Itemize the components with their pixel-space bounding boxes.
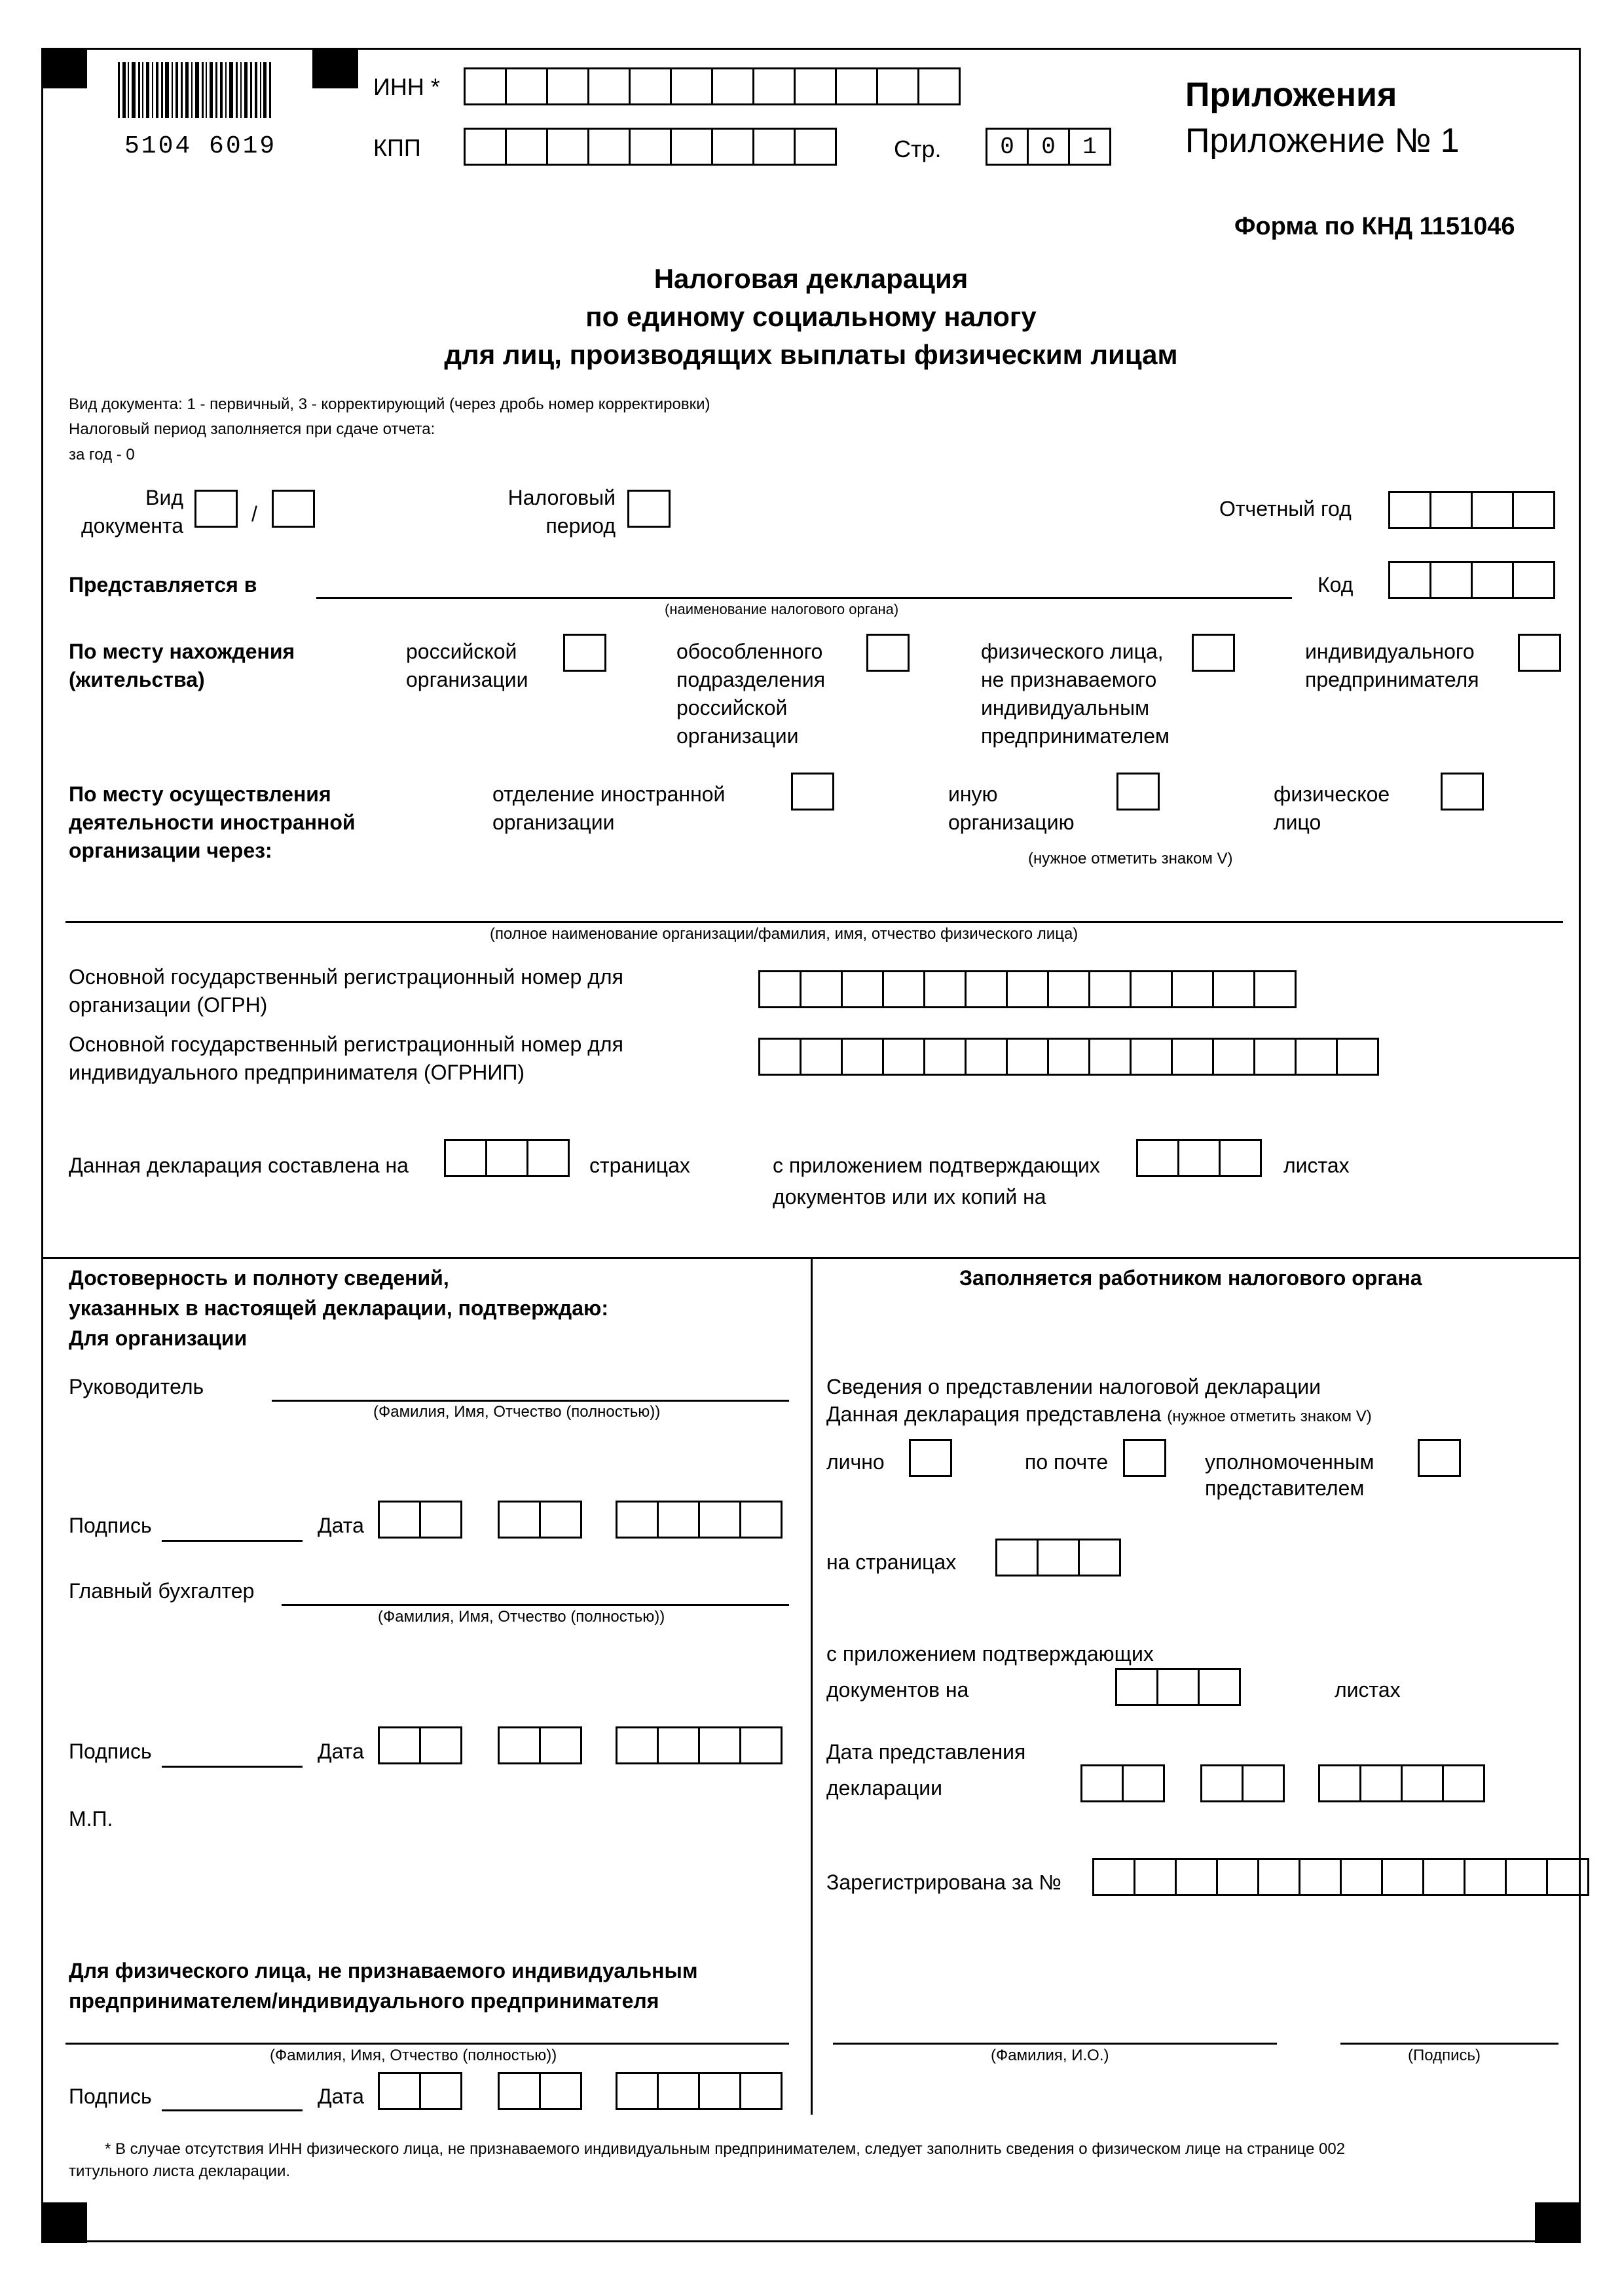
input-cell[interactable]: [1512, 561, 1555, 599]
kpp-label: КПП: [373, 134, 421, 161]
head-date-year[interactable]: [616, 1501, 781, 1539]
corner-mark-bottom-right: [1535, 2202, 1581, 2243]
accountant-date-month[interactable]: [498, 1726, 580, 1764]
input-cell[interactable]: [1340, 1858, 1383, 1896]
by-mail-label: по почте: [1025, 1450, 1109, 1474]
by-mail-checkbox[interactable]: [1123, 1439, 1166, 1477]
input-cell[interactable]: [587, 67, 631, 105]
stamp-place: М.П.: [69, 1807, 113, 1831]
person-date-label: Дата: [318, 2085, 364, 2108]
option-text: российской: [676, 696, 788, 720]
confirm-heading-line: Для организации: [69, 1326, 248, 1350]
location-option-russian-org: [406, 638, 528, 693]
input-cell[interactable]: [1156, 1668, 1200, 1706]
authorized-label-line: представителем: [1205, 1476, 1365, 1500]
page-digit: 1: [1068, 128, 1111, 166]
input-cell[interactable]: [539, 2072, 582, 2110]
input-cell[interactable]: [505, 67, 548, 105]
option-text: иную: [948, 782, 998, 806]
input-cell[interactable]: [841, 970, 884, 1008]
input-cell[interactable]: [505, 128, 548, 166]
option-text: индивидуальным: [981, 696, 1150, 720]
input-cell[interactable]: [1464, 1858, 1507, 1896]
input-cell[interactable]: [1037, 1539, 1080, 1576]
corner-mark-top-left: [41, 48, 87, 88]
head-date-day[interactable]: [378, 1501, 460, 1539]
head-label: Руководитель: [69, 1375, 204, 1398]
input-cell[interactable]: [752, 67, 796, 105]
registration-number-cells[interactable]: [1092, 1858, 1587, 1896]
input-cell[interactable]: [1471, 561, 1514, 599]
input-cell[interactable]: [498, 1726, 541, 1764]
doc-type-label-line: документа: [81, 514, 183, 538]
accountant-signature-line[interactable]: [162, 1766, 303, 1768]
footnote-line-2: титульного листа декларации.: [69, 2162, 291, 2180]
input-cell[interactable]: [378, 2072, 421, 2110]
input-cell[interactable]: [1212, 1038, 1255, 1076]
entrepreneur-checkbox[interactable]: [1518, 634, 1561, 672]
input-cell[interactable]: [1171, 1038, 1214, 1076]
input-cell[interactable]: [1006, 1038, 1049, 1076]
title-line-3: для лиц, производящих выплаты физическим лицам: [444, 339, 1178, 370]
head-fio-caption: (Фамилия, Имя, Отчество (полностью)): [373, 1403, 661, 1421]
option-text: организации: [492, 811, 615, 834]
individual-checkbox[interactable]: [1192, 634, 1235, 672]
option-text: отделение иностранной: [492, 782, 726, 806]
input-cell[interactable]: [1088, 970, 1132, 1008]
input-cell[interactable]: [841, 1038, 884, 1076]
input-cell[interactable]: [923, 1038, 967, 1076]
input-cell[interactable]: [711, 67, 754, 105]
accountant-date-year[interactable]: [616, 1726, 781, 1764]
input-cell[interactable]: [1381, 1858, 1424, 1896]
input-cell[interactable]: [1216, 1858, 1259, 1896]
input-cell[interactable]: [1130, 1038, 1173, 1076]
submission-date-day[interactable]: [1080, 1764, 1163, 1802]
option-text: лицо: [1274, 811, 1321, 834]
input-cell[interactable]: [1080, 1764, 1124, 1802]
accountant-fio-caption: (Фамилия, Имя, Отчество (полностью)): [378, 1608, 665, 1626]
input-cell[interactable]: [616, 1501, 659, 1539]
officer-signature-line[interactable]: [1340, 2043, 1558, 2045]
authorized-label: [1205, 1449, 1374, 1501]
officer-signature-caption: (Подпись): [1408, 2047, 1481, 2064]
confirm-heading-line: Достоверность и полноту сведений,: [69, 1266, 449, 1290]
accountant-name-line[interactable]: [282, 1604, 789, 1606]
input-cell[interactable]: [587, 128, 631, 166]
officer-fio-caption: (Фамилия, И.О.): [991, 2047, 1109, 2064]
accountant-date-day[interactable]: [378, 1726, 460, 1764]
input-cell[interactable]: [1336, 1038, 1379, 1076]
attachment-label-line: с приложением подтверждающих: [773, 1154, 1100, 1177]
note-line-3: за год - 0: [69, 446, 135, 464]
ogrnip-label-line: Основной государственный регистрационный номер для: [69, 1032, 623, 1056]
input-cell[interactable]: [835, 67, 878, 105]
input-cell[interactable]: [1047, 1038, 1090, 1076]
ogrnip-label: [69, 1031, 623, 1085]
input-cell[interactable]: [1092, 1858, 1135, 1896]
input-cell[interactable]: [758, 970, 802, 1008]
form-code: Форма по КНД 1151046: [1234, 213, 1515, 240]
footnote-line-1: * В случае отсутствия ИНН физического лица, не признаваемого индивидуальным предпринимателем, следует заполнить сведения о физическом лице на странице 002: [105, 2140, 1346, 2158]
input-cell[interactable]: [539, 1726, 582, 1764]
branch-checkbox[interactable]: [866, 634, 910, 672]
page-digit: 0: [1027, 128, 1070, 166]
inn-cells[interactable]: [464, 67, 959, 105]
foreign-other-org-checkbox[interactable]: [1116, 773, 1160, 811]
ogrnip-label-line: индивидуального предпринимателя (ОГРНИП): [69, 1061, 525, 1084]
person-signature-line[interactable]: [162, 2109, 303, 2111]
confirm-heading-line: указанных в настоящей декларации, подтверждаю:: [69, 1296, 609, 1320]
doc-type-slash: /: [251, 502, 257, 526]
person-signature-label: Подпись: [69, 2085, 152, 2108]
head-date-month[interactable]: [498, 1501, 580, 1539]
input-cell[interactable]: [698, 1726, 741, 1764]
input-cell[interactable]: [739, 1501, 783, 1539]
input-cell[interactable]: [1175, 1858, 1218, 1896]
input-cell[interactable]: [1219, 1139, 1262, 1177]
note-line-2: Налоговый период заполняется при сдаче отчета:: [69, 420, 435, 438]
input-cell[interactable]: [419, 1726, 462, 1764]
authority-heading: Заполняется работником налогового органа: [959, 1266, 1422, 1290]
on-pages-cells[interactable]: [995, 1539, 1119, 1576]
input-cell[interactable]: [917, 67, 961, 105]
input-cell[interactable]: [739, 1726, 783, 1764]
option-text: предпринимателем: [981, 724, 1170, 748]
option-text: организации: [676, 724, 799, 748]
input-cell[interactable]: [1505, 1858, 1548, 1896]
input-cell[interactable]: [794, 67, 837, 105]
input-cell[interactable]: [1122, 1764, 1165, 1802]
input-cell[interactable]: [1171, 970, 1214, 1008]
input-cell[interactable]: [657, 1726, 700, 1764]
input-cell[interactable]: [670, 67, 713, 105]
input-cell[interactable]: [526, 1139, 570, 1177]
input-cell[interactable]: [1546, 1858, 1589, 1896]
input-cell[interactable]: [1401, 1764, 1444, 1802]
tax-period-label-line: Налоговый: [507, 486, 616, 509]
input-cell[interactable]: [419, 1501, 462, 1539]
input-cell[interactable]: [419, 2072, 462, 2110]
input-cell[interactable]: [464, 67, 507, 105]
input-cell[interactable]: [794, 128, 837, 166]
barcode-number: 5104 6019: [124, 132, 277, 160]
authorized-label-line: уполномоченным: [1205, 1450, 1374, 1474]
submission-date-year[interactable]: [1318, 1764, 1483, 1802]
full-name-caption: (полное наименование организации/фамилия, имя, отчество физического лица): [490, 925, 1078, 943]
input-cell[interactable]: [1212, 970, 1255, 1008]
page-label: Стр.: [894, 136, 942, 162]
in-person-label: лично: [826, 1450, 885, 1474]
input-cell[interactable]: [539, 1501, 582, 1539]
report-year-cells[interactable]: [1388, 491, 1553, 529]
input-cell[interactable]: [752, 128, 796, 166]
head-signature-line[interactable]: [162, 1540, 303, 1542]
input-cell[interactable]: [444, 1139, 487, 1177]
russian-org-checkbox[interactable]: [563, 634, 606, 672]
authority-attach-line: с приложением подтверждающих: [826, 1642, 1154, 1666]
input-cell[interactable]: [1242, 1764, 1285, 1802]
authority-attach-line: документов на: [826, 1678, 969, 1702]
input-cell[interactable]: [1429, 561, 1473, 599]
input-cell[interactable]: [498, 1501, 541, 1539]
person-heading: [69, 1958, 698, 2014]
accountant-signature-label: Подпись: [69, 1740, 152, 1763]
submission-date-line: декларации: [826, 1776, 942, 1800]
corner-mark-bottom-left: [41, 2202, 87, 2243]
tax-period-box[interactable]: [627, 490, 671, 528]
submission-date-label: [826, 1739, 1025, 1801]
ogrn-cells[interactable]: [758, 970, 1295, 1008]
registered-label: Зарегистрирована за №: [826, 1870, 1061, 1894]
input-cell[interactable]: [800, 970, 843, 1008]
foreign-option-person: [1274, 781, 1390, 835]
input-cell[interactable]: [1136, 1139, 1179, 1177]
input-cell[interactable]: [1429, 491, 1473, 529]
foreign-option-other-org: [948, 781, 1075, 835]
mark-note: (нужное отметить знаком V): [1028, 850, 1233, 867]
input-cell[interactable]: [546, 128, 589, 166]
authority-attach-cells[interactable]: [1115, 1668, 1239, 1706]
input-cell[interactable]: [698, 2072, 741, 2110]
input-cell[interactable]: [1359, 1764, 1403, 1802]
input-cell[interactable]: [1198, 1668, 1241, 1706]
doc-type-box[interactable]: [194, 490, 238, 528]
input-cell[interactable]: [1115, 1668, 1158, 1706]
input-cell[interactable]: [629, 128, 672, 166]
tax-period-label-line: период: [545, 514, 616, 538]
location-label: [69, 638, 295, 693]
option-text: физического лица,: [981, 640, 1164, 663]
input-cell[interactable]: [882, 1038, 925, 1076]
head-date-label: Дата: [318, 1514, 364, 1537]
person-heading-line: предпринимателем/индивидуального предпринимателя: [69, 1989, 659, 2013]
input-cell[interactable]: [616, 1726, 659, 1764]
option-text: физическое: [1274, 782, 1390, 806]
authority-name-line[interactable]: [316, 597, 1292, 599]
foreign-label-line: По месту осуществления: [69, 782, 331, 806]
person-date-day[interactable]: [378, 2072, 460, 2110]
authority-sheets-word: листах: [1335, 1678, 1401, 1702]
input-cell[interactable]: [616, 2072, 659, 2110]
page-number-cells: [986, 128, 1109, 166]
report-year-label: Отчетный год: [1219, 497, 1352, 520]
authority-attach-label: [826, 1641, 1154, 1703]
input-cell[interactable]: [739, 2072, 783, 2110]
input-cell[interactable]: [1512, 491, 1555, 529]
tax-period-label: [485, 484, 616, 539]
doc-type-label: [69, 484, 183, 539]
submission-date-month[interactable]: [1200, 1764, 1283, 1802]
input-cell[interactable]: [965, 1038, 1008, 1076]
pages-word: страницах: [589, 1154, 690, 1177]
input-cell[interactable]: [1257, 1858, 1300, 1896]
option-text: организации: [406, 668, 528, 691]
location-option-individual: [981, 638, 1170, 749]
corner-mark-top-mid: [312, 48, 358, 88]
option-text: предпринимателя: [1305, 668, 1479, 691]
ogrn-label-line: организации (ОГРН): [69, 993, 268, 1017]
input-cell[interactable]: [1422, 1858, 1465, 1896]
foreign-label: [69, 781, 356, 864]
ogrn-label-line: Основной государственный регистрационный номер для: [69, 965, 623, 989]
location-option-entrepreneur: [1305, 638, 1479, 693]
attachment-sheet-cells[interactable]: [1136, 1139, 1260, 1177]
attachment-label-line: документов или их копий на: [773, 1185, 1046, 1209]
input-cell[interactable]: [498, 2072, 541, 2110]
input-cell[interactable]: [758, 1038, 802, 1076]
attachment-label: [773, 1152, 1100, 1210]
foreign-label-line: организации через:: [69, 839, 272, 862]
input-cell[interactable]: [378, 1726, 421, 1764]
input-cell[interactable]: [1006, 970, 1049, 1008]
input-cell[interactable]: [995, 1539, 1039, 1576]
option-text: не признаваемого: [981, 668, 1157, 691]
option-text: обособленного: [676, 640, 823, 663]
authority-caption: (наименование налогового органа): [665, 601, 899, 617]
foreign-label-line: деятельности иностранной: [69, 811, 356, 834]
input-cell[interactable]: [882, 970, 925, 1008]
foreign-branch-checkbox[interactable]: [791, 773, 834, 811]
input-cell[interactable]: [1130, 970, 1173, 1008]
authority-code-cells[interactable]: [1388, 561, 1553, 599]
authorized-checkbox[interactable]: [1418, 1439, 1461, 1477]
submission-date-line: Дата представления: [826, 1740, 1026, 1764]
head-name-line[interactable]: [272, 1400, 789, 1402]
input-cell[interactable]: [1388, 561, 1431, 599]
page-count-cells[interactable]: [444, 1139, 568, 1177]
location-option-branch: [676, 638, 825, 749]
input-cell[interactable]: [1134, 1858, 1177, 1896]
input-cell[interactable]: [1177, 1139, 1221, 1177]
title-line-1: Налоговая декларация: [654, 263, 968, 294]
input-cell[interactable]: [464, 128, 507, 166]
appendix-number: Приложение № 1: [1185, 122, 1460, 160]
inn-label: ИНН *: [373, 73, 440, 100]
note-line-1: Вид документа: 1 - первичный, 3 - корректирующий (через дробь номер корректировки): [69, 395, 710, 413]
input-cell[interactable]: [1318, 1764, 1361, 1802]
on-pages-label: на страницах: [826, 1550, 957, 1574]
page-digit: 0: [986, 128, 1029, 166]
authority-info-note: (нужное отметить знаком V): [1167, 1408, 1372, 1425]
input-cell[interactable]: [1295, 1038, 1338, 1076]
input-cell[interactable]: [657, 2072, 700, 2110]
title-line-2: по единому социальному налогу: [585, 301, 1037, 332]
sheets-word: листах: [1283, 1154, 1350, 1177]
kpp-cells[interactable]: [464, 128, 835, 166]
in-person-checkbox[interactable]: [909, 1439, 952, 1477]
input-cell[interactable]: [378, 1501, 421, 1539]
ogrnip-cells[interactable]: [758, 1038, 1377, 1076]
person-date-year[interactable]: [616, 2072, 781, 2110]
input-cell[interactable]: [1442, 1764, 1485, 1802]
ogrn-label: [69, 964, 623, 1018]
foreign-option-branch: [492, 781, 725, 835]
input-cell[interactable]: [698, 1501, 741, 1539]
option-text: организацию: [948, 811, 1075, 834]
code-label: Код: [1318, 573, 1354, 596]
input-cell[interactable]: [1471, 491, 1514, 529]
accountant-label: Главный бухгалтер: [69, 1579, 255, 1603]
input-cell[interactable]: [923, 970, 967, 1008]
full-name-line[interactable]: [65, 921, 1563, 923]
authority-info-2: [826, 1401, 1372, 1427]
person-date-month[interactable]: [498, 2072, 580, 2110]
accountant-date-label: Дата: [318, 1740, 364, 1763]
location-label-line: По месту нахождения: [69, 640, 295, 663]
input-cell[interactable]: [965, 970, 1008, 1008]
authority-info-1: Сведения о представлении налоговой декларации: [826, 1375, 1321, 1398]
person-fio-caption: (Фамилия, Имя, Отчество (полностью)): [270, 2047, 557, 2064]
input-cell[interactable]: [546, 67, 589, 105]
doc-type-label-line: Вид: [145, 486, 183, 509]
person-heading-line: Для физического лица, не признаваемого индивидуальным: [69, 1959, 698, 1982]
input-cell[interactable]: [1088, 1038, 1132, 1076]
input-cell[interactable]: [1253, 970, 1297, 1008]
compiled-on-label: Данная декларация составлена на: [69, 1154, 409, 1177]
head-signature-label: Подпись: [69, 1514, 152, 1537]
column-divider: [811, 1257, 813, 2115]
input-cell[interactable]: [1299, 1858, 1342, 1896]
input-cell[interactable]: [1047, 970, 1090, 1008]
appendix-title: Приложения: [1185, 76, 1397, 114]
input-cell[interactable]: [800, 1038, 843, 1076]
person-name-line[interactable]: [65, 2043, 789, 2045]
authority-info-text: Данная декларация представлена: [826, 1402, 1162, 1426]
confirm-heading: [69, 1265, 608, 1351]
input-cell[interactable]: [670, 128, 713, 166]
option-text: подразделения: [676, 668, 826, 691]
input-cell[interactable]: [657, 1501, 700, 1539]
option-text: индивидуального: [1305, 640, 1475, 663]
input-cell[interactable]: [485, 1139, 528, 1177]
input-cell[interactable]: [1253, 1038, 1297, 1076]
input-cell[interactable]: [629, 67, 672, 105]
option-text: российской: [406, 640, 517, 663]
foreign-person-checkbox[interactable]: [1441, 773, 1484, 811]
input-cell[interactable]: [876, 67, 919, 105]
input-cell[interactable]: [1388, 491, 1431, 529]
submitted-to-label: Представляется в: [69, 573, 257, 596]
location-label-line: (жительства): [69, 668, 205, 691]
doc-correction-box[interactable]: [272, 490, 315, 528]
input-cell[interactable]: [1078, 1539, 1121, 1576]
officer-name-line[interactable]: [833, 2043, 1277, 2045]
input-cell[interactable]: [1200, 1764, 1244, 1802]
input-cell[interactable]: [711, 128, 754, 166]
